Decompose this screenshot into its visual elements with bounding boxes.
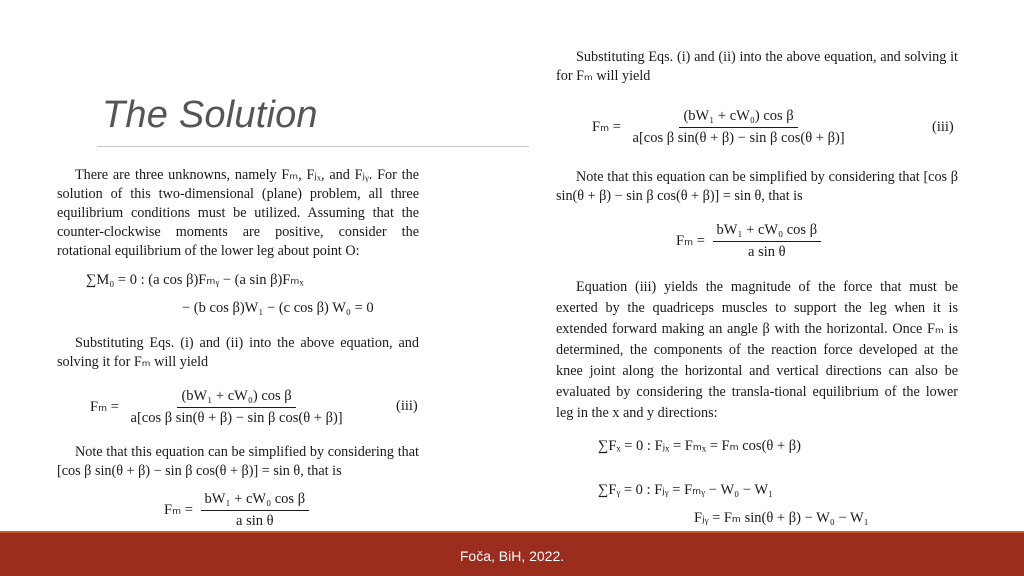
left-fm2-lhs: Fₘ = xyxy=(164,501,193,518)
right-fm-denominator: a[cos β sin(θ + β) − sin β cos(θ + β)] xyxy=(632,130,845,146)
right-fm-numerator: (bW₁ + cW₀) cos β xyxy=(679,108,797,128)
slide-title: The Solution xyxy=(102,94,318,136)
left-equation-number: (iii) xyxy=(396,398,418,414)
left-paragraph-unknowns: There are three unknowns, namely Fₘ, Fⱼₓ, and Fⱼᵧ. For the solution of this two-dimensional (plane) problem, all three equilibrium conditions must be utilized. Assuming that the counter-clockwise moments are positive, consider the rotational equilibrium of the lower leg about point O: xyxy=(57,167,419,259)
left-moment-equation-line1: ∑M₀ = 0 : (a cos β)Fₘᵧ − (a sin β)Fₘₓ xyxy=(86,272,304,288)
left-fm2-fraction xyxy=(201,491,310,530)
left-fm-numerator: (bW₁ + cW₀) cos β xyxy=(177,388,295,408)
left-fm-fraction xyxy=(127,388,347,427)
left-paragraph-substituting: Substituting Eqs. (i) and (ii) into the above equation, and solving it for Fₘ will yield xyxy=(57,335,419,370)
right-fm2-fraction xyxy=(713,222,822,261)
right-paragraph-equation-iii: Equation (iii) yields the magnitude of the force that must be exerted by the quadriceps muscles to support the leg when it is extended forward making an angle β with the horizontal. Once Fₘ is determined, the components of the reaction force developed at the knee joint along the horizontal and vertical directions can also be evaluated by considering the transla-tional equilibrium of the lower leg in the x and y directions: xyxy=(556,279,958,421)
right-fm-lhs: Fₘ = xyxy=(592,118,621,135)
right-fm2-numerator: bW₁ + cW₀ cos β xyxy=(713,222,822,242)
left-moment-equation-line2: − (b cos β)W₁ − (c cos β) W₀ = 0 xyxy=(182,300,374,316)
right-fm-simplified-equation xyxy=(676,222,821,261)
left-fm-equation xyxy=(90,388,347,427)
left-fm-denominator: a[cos β sin(θ + β) − sin β cos(θ + β)] xyxy=(130,410,343,426)
right-fm-fraction xyxy=(629,108,849,147)
left-fm2-denominator: a sin θ xyxy=(236,513,274,529)
left-fm-simplified-equation xyxy=(164,491,309,530)
right-fm2-denominator: a sin θ xyxy=(748,244,786,260)
title-underline xyxy=(97,146,529,147)
right-fm-equation xyxy=(592,108,849,147)
right-fy-equation-line2: Fⱼᵧ = Fₘ sin(θ + β) − W₀ − W₁ xyxy=(694,510,869,526)
footer-text: Foča, BiH, 2022. xyxy=(459,548,565,564)
left-fm-lhs: Fₘ = xyxy=(90,398,119,415)
right-fx-equation: ∑Fₓ = 0 : Fⱼₓ = Fₘₓ = Fₘ cos(θ + β) xyxy=(598,438,801,454)
left-fm2-numerator: bW₁ + cW₀ cos β xyxy=(201,491,310,511)
right-paragraph-simplify: Note that this equation can be simplified by considering that [cos β sin(θ + β) − sin β cos(θ + β)] = sin θ, that is xyxy=(556,169,958,204)
right-equation-number: (iii) xyxy=(932,119,954,135)
right-fm2-lhs: Fₘ = xyxy=(676,232,705,249)
footer-accent-line xyxy=(0,531,1024,533)
right-paragraph-substituting: Substituting Eqs. (i) and (ii) into the above equation, and solving it for Fₘ will yield xyxy=(556,49,958,84)
left-paragraph-simplify: Note that this equation can be simplified by considering that [cos β sin(θ + β) − sin β cos(θ + β)] = sin θ, that is xyxy=(57,444,419,479)
right-fy-equation-line1: ∑Fᵧ = 0 : Fⱼᵧ = Fₘᵧ − W₀ − W₁ xyxy=(598,482,774,498)
